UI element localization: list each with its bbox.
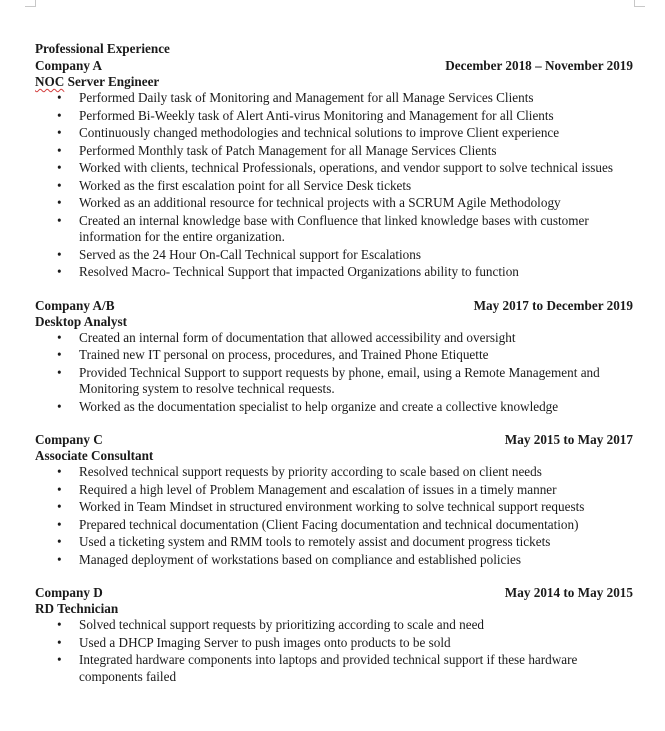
list-item: [35, 213, 633, 246]
bullet-icon: •: [57, 551, 62, 567]
list-item: [35, 264, 633, 281]
page-corner-mark-left: [25, 0, 36, 7]
section-title: Professional Experience: [35, 41, 170, 56]
list-item: [35, 143, 633, 160]
job-company-d: [35, 584, 633, 685]
company-name: Company C: [35, 432, 103, 447]
list-item-text: Trained new IT personal on process, procedures, and Trained Phone Etiquette: [79, 347, 489, 362]
list-item: [35, 399, 633, 416]
company-name: Company D: [35, 585, 103, 600]
page-corner-mark-right: [634, 0, 645, 7]
list-item-text: Resolved technical support requests by priority according to scale based on client needs: [79, 464, 542, 479]
list-item: [35, 482, 633, 499]
bullet-icon: •: [57, 516, 62, 532]
list-item: [35, 464, 633, 481]
bullet-icon: •: [57, 364, 62, 380]
list-item: [35, 635, 633, 652]
list-item-text: Managed deployment of workstations based on compliance and established policies: [79, 551, 522, 567]
job-header: [35, 431, 633, 448]
job-dates: May 2017 to December 2019: [473, 297, 633, 313]
company-name: Company A: [35, 58, 103, 73]
bullet-list: [35, 617, 633, 685]
list-item-text: Performed Monthly task of Patch Management for all Manage Services Clients: [79, 142, 497, 158]
bullet-icon: •: [57, 142, 62, 158]
bullet-icon: •: [57, 499, 62, 514]
job-dates: December 2018 – November 2019: [445, 58, 633, 73]
list-item: [35, 499, 633, 516]
list-item: [35, 178, 633, 195]
list-item-text: Performed Bi-Weekly task of Alert Anti-virus Monitoring and Management for all Clients: [79, 107, 554, 123]
list-item-text: Created an internal knowledge base with Confluence that linked knowledge bases with customer information for the entire organization.: [79, 212, 589, 244]
list-item: [35, 160, 633, 177]
job-dates: May 2014 to May 2015: [504, 585, 633, 600]
list-item: [35, 108, 633, 125]
list-item: [35, 125, 633, 142]
bullet-icon: •: [57, 329, 62, 345]
bullet-icon: •: [57, 160, 62, 175]
list-item-text: Used a ticketing system and RMM tools to remotely assist and document progress tickets: [79, 534, 551, 549]
list-item-text: Prepared technical documentation (Client Facing documentation and technical documentation): [79, 516, 579, 532]
bullet-icon: •: [57, 246, 62, 262]
bullet-icon: •: [57, 347, 62, 362]
bullet-icon: •: [57, 652, 62, 667]
job-company-a: [35, 57, 633, 281]
bullet-icon: •: [57, 534, 62, 549]
list-item-text: Used a DHCP Imaging Server to push images onto products to be sold: [79, 634, 451, 650]
bullet-list: [35, 464, 633, 568]
list-item: [35, 90, 633, 107]
spelling-flagged-word[interactable]: NOC: [35, 74, 65, 89]
job-title: Associate Consultant: [35, 448, 154, 463]
job-title: RD Technician: [35, 601, 119, 616]
job-dates: May 2015 to May 2017: [504, 432, 633, 447]
list-item-text: Resolved Macro- Technical Support that impacted Organizations ability to function: [79, 264, 519, 279]
list-item: [35, 617, 633, 634]
job-company-ab: [35, 297, 633, 416]
list-item: [35, 195, 633, 212]
bullet-icon: •: [57, 125, 62, 140]
list-item: [35, 652, 633, 685]
bullet-icon: •: [57, 481, 62, 497]
job-company-c: [35, 431, 633, 568]
bullet-list: [35, 330, 633, 416]
list-item: [35, 517, 633, 534]
list-item-text: Integrated hardware components into laptops and provided technical support if these hardware components failed: [79, 652, 578, 684]
job-title: Desktop Analyst: [35, 313, 127, 329]
bullet-icon: •: [57, 90, 62, 105]
list-item: [35, 552, 633, 569]
list-item-text: Performed Daily task of Monitoring and Management for all Manage Services Clients: [79, 90, 534, 105]
list-item-text: Served as the 24 Hour On-Call Technical support for Escalations: [79, 246, 421, 262]
bullet-icon: •: [57, 464, 62, 479]
document-page: [35, 40, 633, 701]
list-item-text: Worked in Team Mindset in structured environment working to solve technical support requests: [79, 499, 585, 514]
list-item-text: Worked with clients, technical Professionals, operations, and vendor support to solve technical issues: [79, 160, 614, 175]
bullet-icon: •: [57, 634, 62, 650]
list-item: [35, 330, 633, 347]
list-item-text: Solved technical support requests by prioritizing according to scale and need: [79, 617, 485, 632]
job-header: [35, 57, 633, 74]
list-item-text: Provided Technical Support to support requests by phone, email, using a Remote Management and Monitoring system to resolve technical requests.: [79, 364, 600, 396]
list-item: [35, 247, 633, 264]
company-name: Company A/B: [35, 297, 115, 313]
list-item-text: Continuously changed methodologies and technical solutions to improve Client experience: [79, 125, 560, 140]
bullet-icon: •: [57, 398, 62, 414]
bullet-icon: •: [57, 107, 62, 123]
list-item: [35, 534, 633, 551]
bullet-icon: •: [57, 617, 62, 632]
job-title: [35, 74, 633, 90]
list-item: [35, 347, 633, 364]
list-item: [35, 365, 633, 398]
bullet-icon: •: [57, 212, 62, 228]
list-item-text: Worked as the documentation specialist to help organize and create a collective knowledge: [79, 398, 559, 414]
list-item-text: Created an internal form of documentation that allowed accessibility and oversight: [79, 329, 516, 345]
job-header: [35, 584, 633, 601]
bullet-list: [35, 90, 633, 281]
list-item-text: Worked as an additional resource for technical projects with a SCRUM Agile Methodology: [79, 195, 561, 210]
bullet-icon: •: [57, 264, 62, 279]
list-item-text: Worked as the first escalation point for all Service Desk tickets: [79, 177, 412, 193]
job-header: [35, 297, 633, 314]
bullet-icon: •: [57, 195, 62, 210]
bullet-icon: •: [57, 177, 62, 193]
list-item-text: Required a high level of Problem Management and escalation of issues in a timely manner: [79, 481, 557, 497]
job-title-rest: Server Engineer: [64, 74, 160, 89]
